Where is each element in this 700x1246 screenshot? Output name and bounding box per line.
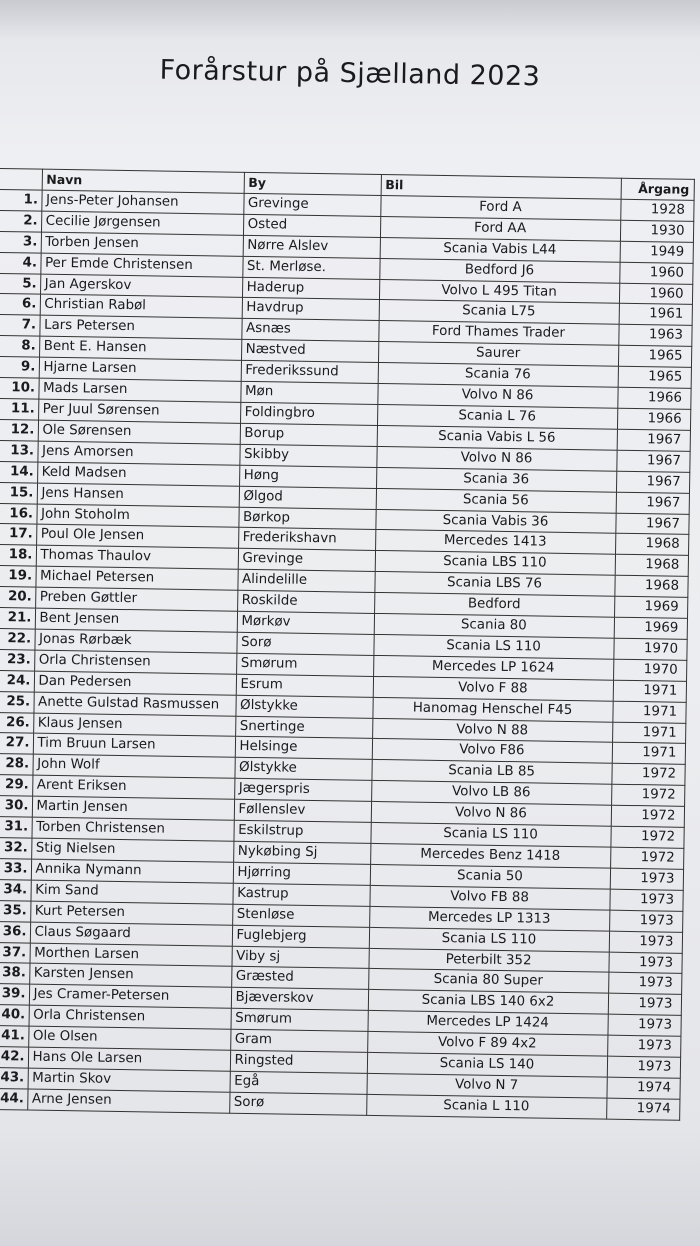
row-number: 33.: [0, 858, 31, 880]
vehicle-model: Volvo F 88: [373, 676, 613, 701]
participant-name: Torben Christensen: [31, 817, 233, 841]
vehicle-model: Saurer: [378, 342, 618, 367]
participant-name: Orla Christensen: [29, 1005, 231, 1029]
row-number: 37.: [0, 942, 30, 964]
vehicle-year: 1969: [614, 617, 687, 639]
participant-city: Grevinge: [243, 193, 380, 216]
vehicle-year: 1973: [610, 868, 683, 890]
vehicle-model: Scania LBS 76: [374, 572, 614, 597]
participant-name: Ole Sørensen: [38, 420, 240, 444]
vehicle-year: 1966: [617, 408, 690, 430]
participant-city: Smørum: [230, 1008, 367, 1031]
participant-name: Michael Petersen: [35, 566, 237, 590]
vehicle-year: 1971: [613, 680, 686, 702]
row-number: 39.: [0, 984, 29, 1006]
row-number: 21.: [0, 607, 35, 629]
row-number: 31.: [0, 817, 32, 839]
vehicle-year: 1971: [612, 743, 685, 765]
row-number: 34.: [0, 879, 31, 901]
participant-name: Thomas Thaulov: [36, 545, 238, 569]
row-number: 16.: [0, 503, 37, 525]
participant-name: Bent E. Hansen: [39, 336, 241, 360]
row-number: 1.: [0, 189, 42, 211]
participant-name: Claus Søgaard: [30, 922, 232, 946]
vehicle-model: Scania Vabis L44: [380, 237, 620, 262]
participant-city: Jægerspris: [234, 779, 371, 802]
vehicle-year: 1972: [610, 847, 683, 869]
participant-city: Nørre Alslev: [243, 235, 380, 258]
vehicle-year: 1961: [619, 304, 692, 326]
participant-city: Alindelille: [237, 570, 374, 593]
participant-name: Per Juul Sørensen: [38, 399, 240, 423]
vehicle-model: Scania L 76: [377, 404, 617, 429]
vehicle-year: 1973: [608, 952, 681, 974]
vehicle-model: Volvo N 86: [376, 446, 616, 471]
header-year: Årgang: [621, 178, 694, 200]
participant-city: Smørum: [236, 653, 373, 676]
participant-name: Klaus Jensen: [33, 713, 235, 737]
participant-city: Snertinge: [235, 716, 372, 739]
vehicle-model: Scania 56: [376, 488, 616, 513]
vehicle-year: 1968: [614, 575, 687, 597]
vehicle-year: 1966: [617, 387, 690, 409]
participant-name: Martin Jensen: [32, 796, 234, 820]
vehicle-year: 1973: [607, 1035, 680, 1057]
participant-city: Næstved: [241, 340, 378, 363]
participant-city: Borup: [240, 423, 377, 446]
participant-name: Cecilie Jørgensen: [41, 211, 243, 235]
participant-name: Jens-Peter Johansen: [41, 190, 243, 214]
vehicle-model: Scania LBS 110: [375, 551, 615, 576]
participant-name: Torben Jensen: [41, 232, 243, 256]
row-number: 24.: [0, 670, 34, 692]
vehicle-model: Mercedes LP 1313: [369, 906, 609, 931]
vehicle-model: Scania LS 140: [367, 1052, 607, 1077]
participant-name: Keld Madsen: [37, 462, 239, 486]
row-number: 2.: [0, 210, 41, 232]
vehicle-year: 1972: [611, 784, 684, 806]
row-number: 19.: [0, 566, 36, 588]
vehicle-model: Ford AA: [380, 216, 620, 241]
vehicle-year: 1974: [606, 1077, 679, 1099]
participant-city: Esrum: [236, 674, 373, 697]
participant-name: Hjarne Larsen: [39, 357, 241, 381]
vehicle-model: Scania L 110: [366, 1094, 606, 1119]
vehicle-model: Volvo N 88: [372, 718, 612, 743]
participant-name: Anette Gulstad Rasmussen: [33, 692, 235, 716]
vehicle-model: Volvo FB 88: [369, 885, 609, 910]
vehicle-model: Peterbilt 352: [368, 948, 608, 973]
participant-city: Osted: [243, 214, 380, 237]
participant-city: Børkop: [238, 507, 375, 530]
row-number: 20.: [0, 587, 35, 609]
row-number: 7.: [0, 315, 40, 337]
header-name: Navn: [42, 169, 244, 193]
vehicle-model: Scania 80 Super: [368, 969, 608, 994]
vehicle-year: 1928: [620, 199, 693, 221]
vehicle-year: 1968: [615, 534, 688, 556]
vehicle-model: Scania LB 85: [371, 760, 611, 785]
participant-city: St. Merløse.: [242, 256, 379, 279]
participant-name: Annika Nymann: [31, 859, 233, 883]
row-number: 18.: [0, 545, 36, 567]
participant-city: Fuglebjerg: [232, 925, 369, 948]
header-city: By: [244, 172, 381, 195]
vehicle-year: 1973: [609, 889, 682, 911]
vehicle-model: Scania LS 110: [370, 822, 610, 847]
vehicle-model: Scania LS 110: [373, 634, 613, 659]
participant-name: Mads Larsen: [38, 378, 240, 402]
participant-name: John Stoholm: [36, 504, 238, 528]
vehicle-model: Scania LBS 140 6x2: [368, 990, 608, 1015]
header-number: [0, 168, 42, 190]
row-number: 25.: [0, 691, 34, 713]
participant-city: Stenløse: [232, 904, 369, 927]
participant-city: Ølstykke: [235, 695, 372, 718]
participant-city: Høng: [239, 465, 376, 488]
vehicle-model: Mercedes LP 1424: [367, 1011, 607, 1036]
participant-city: Frederikshavn: [238, 528, 375, 551]
row-number: 10.: [0, 378, 39, 400]
vehicle-model: Scania 50: [370, 864, 610, 889]
row-number: 3.: [0, 231, 41, 253]
vehicle-model: Volvo F 89 4x2: [367, 1032, 607, 1057]
document-title: Forårstur på Sjælland 2023: [159, 54, 541, 93]
participant-city: Gram: [230, 1029, 367, 1052]
vehicle-year: 1973: [608, 993, 681, 1015]
vehicle-year: 1967: [615, 513, 688, 535]
vehicle-year: 1963: [618, 325, 691, 347]
participant-name: Jens Amorsen: [37, 441, 239, 465]
vehicle-model: Mercedes LP 1624: [373, 655, 613, 680]
vehicle-model: Scania 80: [374, 613, 614, 638]
vehicle-year: 1969: [614, 596, 687, 618]
row-number: 43.: [0, 1067, 28, 1089]
participant-city: Frederikssund: [241, 360, 378, 383]
participant-city: Foldingbro: [240, 402, 377, 425]
participant-city: Eskilstrup: [233, 820, 370, 843]
vehicle-model: Mercedes Benz 1418: [370, 843, 610, 868]
row-number: 4.: [0, 252, 41, 274]
vehicle-year: 1972: [611, 764, 684, 786]
vehicle-model: Ford A: [380, 195, 620, 220]
vehicle-model: Ford Thames Trader: [378, 321, 618, 346]
participant-name: Martin Skov: [28, 1068, 230, 1092]
participant-city: Sorø: [236, 632, 373, 655]
vehicle-model: Volvo L 495 Titan: [379, 279, 619, 304]
participant-city: Viby sj: [231, 946, 368, 969]
participant-name: Christian Rabøl: [40, 295, 242, 319]
participant-name: Poul Ole Jensen: [36, 525, 238, 549]
participant-name: Jens Hansen: [37, 483, 239, 507]
vehicle-year: 1968: [615, 555, 688, 577]
vehicle-year: 1965: [618, 345, 691, 367]
vehicle-model: Scania 36: [376, 467, 616, 492]
vehicle-year: 1967: [616, 492, 689, 514]
row-number: 17.: [0, 524, 36, 546]
row-number: 42.: [0, 1046, 28, 1068]
vehicle-year: 1973: [608, 973, 681, 995]
vehicle-year: 1974: [606, 1098, 679, 1120]
row-number: 36.: [0, 921, 30, 943]
row-number: 29.: [0, 775, 32, 797]
participant-name: Per Emde Christensen: [40, 253, 242, 277]
participant-name: Tim Bruun Larsen: [33, 734, 235, 758]
participant-city: Haderup: [242, 277, 379, 300]
participant-name: Hans Ole Larsen: [28, 1047, 230, 1071]
participant-name: Ole Olsen: [28, 1026, 230, 1050]
row-number: 26.: [0, 712, 33, 734]
vehicle-year: 1973: [607, 1014, 680, 1036]
vehicle-year: 1972: [611, 805, 684, 827]
participant-name: Jes Cramer-Petersen: [29, 984, 231, 1008]
participant-name: John Wolf: [32, 754, 234, 778]
vehicle-model: Volvo LB 86: [371, 781, 611, 806]
participant-name: Kim Sand: [30, 880, 232, 904]
participant-city: Asnæs: [241, 319, 378, 342]
vehicle-year: 1949: [620, 241, 693, 263]
row-number: 40.: [0, 1005, 29, 1027]
participant-city: Ølstykke: [234, 758, 371, 781]
row-number: 38.: [0, 963, 30, 985]
participant-city: Helsinge: [235, 737, 372, 760]
vehicle-year: 1967: [616, 450, 689, 472]
participant-name: Preben Gøttler: [35, 587, 237, 611]
vehicle-model: Scania 76: [378, 363, 618, 388]
participant-name: Bent Jensen: [35, 608, 237, 632]
vehicle-year: 1973: [609, 910, 682, 932]
vehicle-year: 1970: [613, 638, 686, 660]
row-number: 9.: [0, 357, 39, 379]
vehicle-year: 1965: [618, 366, 691, 388]
row-number: 11.: [0, 398, 38, 420]
vehicle-year: 1930: [620, 220, 693, 242]
vehicle-model: Hanomag Henschel F45: [372, 697, 612, 722]
participant-city: Mørkøv: [237, 611, 374, 634]
participant-name: Jonas Rørbæk: [34, 629, 236, 653]
paper-shadow-top: [0, 0, 700, 40]
vehicle-model: Scania Vabis L 56: [377, 425, 617, 450]
row-number: 30.: [0, 796, 32, 818]
vehicle-year: 1973: [609, 931, 682, 953]
vehicle-model: Volvo N 7: [366, 1073, 606, 1098]
vehicle-year: 1960: [619, 262, 692, 284]
participant-city: Kastrup: [232, 883, 369, 906]
participant-name: Stig Nielsen: [31, 838, 233, 862]
vehicle-model: Mercedes 1413: [375, 530, 615, 555]
vehicle-model: Volvo N 86: [371, 802, 611, 827]
header-car: Bil: [381, 174, 621, 199]
participant-city: Sorø: [229, 1092, 366, 1115]
vehicle-year: 1971: [612, 722, 685, 744]
participant-sheet: [0, 168, 700, 1139]
row-number: 44.: [0, 1088, 28, 1110]
row-number: 35.: [0, 900, 30, 922]
vehicle-year: 1973: [607, 1056, 680, 1078]
vehicle-model: Scania L75: [379, 300, 619, 325]
vehicle-model: Bedford: [374, 593, 614, 618]
participant-city: Hjørring: [233, 862, 370, 885]
row-number: 8.: [0, 336, 39, 358]
participant-city: Føllenslev: [234, 799, 371, 822]
participant-city: Egå: [230, 1071, 367, 1094]
row-number: 22.: [0, 628, 35, 650]
row-number: 28.: [0, 754, 33, 776]
vehicle-model: Scania LS 110: [369, 927, 609, 952]
row-number: 6.: [0, 294, 40, 316]
participant-name: Lars Petersen: [39, 315, 241, 339]
row-number: 32.: [0, 837, 31, 859]
participant-name: Orla Christensen: [34, 650, 236, 674]
participant-city: Skibby: [239, 444, 376, 467]
vehicle-year: 1967: [616, 471, 689, 493]
row-number: 12.: [0, 419, 38, 441]
participant-city: Bjæverskov: [231, 988, 368, 1011]
participant-city: Grevinge: [238, 549, 375, 572]
participant-name: Kurt Petersen: [30, 901, 232, 925]
vehicle-year: 1971: [612, 701, 685, 723]
participant-city: Ølgod: [239, 486, 376, 509]
participant-city: Roskilde: [237, 590, 374, 613]
participant-table: [0, 168, 694, 1121]
participant-name: Arne Jensen: [27, 1089, 229, 1113]
vehicle-model: Bedford J6: [379, 258, 619, 283]
participant-name: Jan Agerskov: [40, 274, 242, 298]
vehicle-model: Volvo N 86: [377, 384, 617, 409]
participant-city: Møn: [240, 381, 377, 404]
vehicle-model: Volvo F86: [372, 739, 612, 764]
vehicle-year: 1967: [617, 429, 690, 451]
participant-city: Havdrup: [242, 298, 379, 321]
participant-city: Nykøbing Sj: [233, 841, 370, 864]
participant-city: Græsted: [231, 967, 368, 990]
row-number: 41.: [0, 1026, 29, 1048]
vehicle-year: 1972: [610, 826, 683, 848]
row-number: 13.: [0, 440, 38, 462]
participant-name: Arent Eriksen: [32, 775, 234, 799]
participant-name: Morthen Larsen: [30, 943, 232, 967]
row-number: 23.: [0, 649, 34, 671]
vehicle-year: 1960: [619, 283, 692, 305]
vehicle-model: Scania Vabis 36: [375, 509, 615, 534]
participant-name: Karsten Jensen: [29, 963, 231, 987]
paper-shadow-bottom: [0, 1130, 700, 1246]
participant-city: Ringsted: [230, 1050, 367, 1073]
row-number: 27.: [0, 733, 33, 755]
vehicle-year: 1970: [613, 659, 686, 681]
participant-name: Dan Pedersen: [34, 671, 236, 695]
row-number: 5.: [0, 273, 40, 295]
row-number: 15.: [0, 482, 37, 504]
row-number: 14.: [0, 461, 37, 483]
